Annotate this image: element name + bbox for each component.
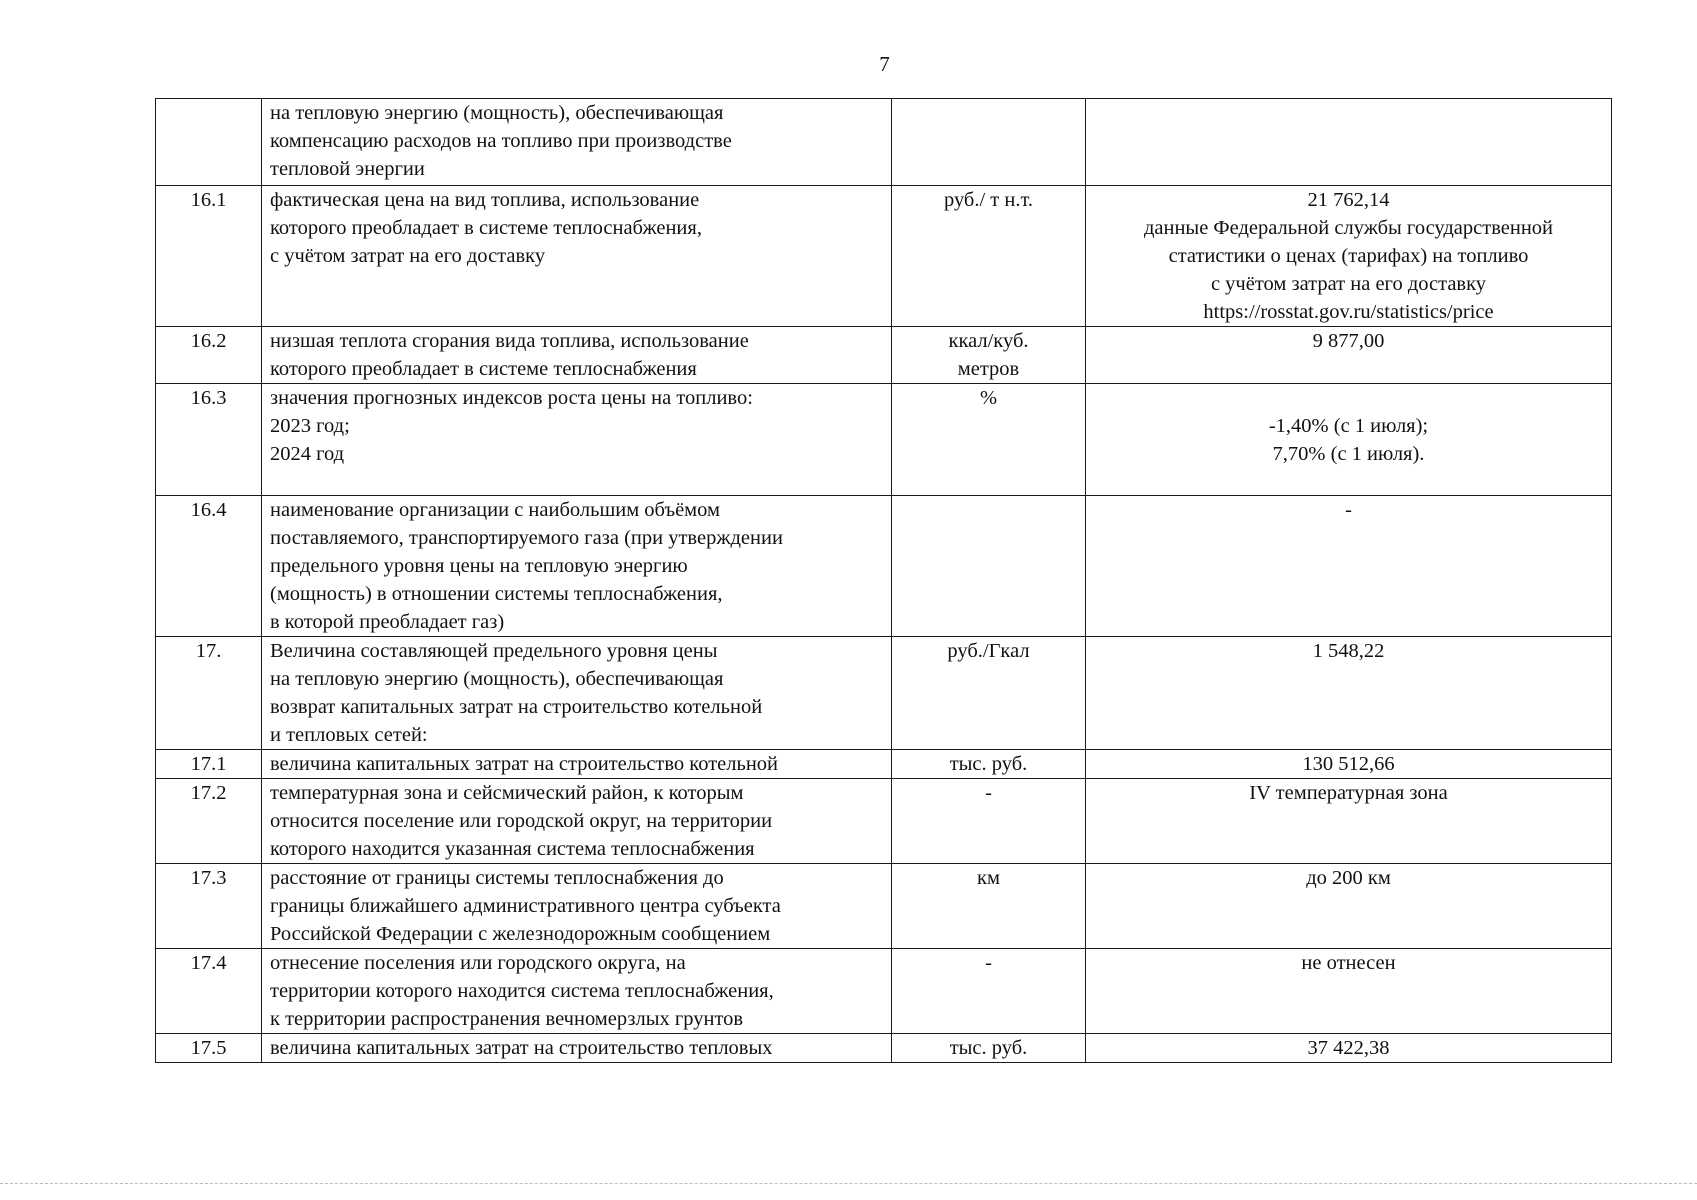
row-value-line: до 200 км	[1306, 867, 1391, 889]
row-description-line: величина капитальных затрат на строительство котельной	[270, 753, 779, 775]
row-description-line: Российской Федерации с железнодорожным сообщением	[270, 923, 771, 945]
scan-artifact-line	[0, 1183, 1697, 1184]
row-description	[262, 864, 892, 949]
row-value	[1086, 637, 1612, 750]
row-value	[1086, 99, 1612, 186]
row-number	[156, 384, 262, 496]
row-number	[156, 864, 262, 949]
row-description-line: на тепловую энергию (мощность), обеспечивающая	[270, 102, 724, 124]
row-number-text: 17.3	[190, 867, 227, 889]
table-row	[156, 779, 1612, 864]
row-description-line: предельного уровня цены на тепловую энергию	[270, 555, 688, 577]
row-description	[262, 779, 892, 864]
row-value	[1086, 384, 1612, 496]
row-description-line: с учётом затрат на его доставку	[270, 245, 546, 267]
row-description-line: территории которого находится система теплоснабжения,	[270, 980, 774, 1002]
table-row	[156, 496, 1612, 637]
row-value	[1086, 327, 1612, 384]
row-value-line: -1,40% (с 1 июля);	[1268, 415, 1429, 437]
row-number-text: 17.	[195, 640, 222, 662]
row-unit	[892, 864, 1086, 949]
row-value	[1086, 750, 1612, 779]
row-value-line: 9 877,00	[1312, 330, 1385, 352]
row-unit	[892, 637, 1086, 750]
page-number: 7	[879, 52, 890, 76]
row-description-line: границы ближайшего административного центра субъекта	[270, 895, 781, 917]
row-value	[1086, 186, 1612, 327]
row-value-line: статистики о ценах (тарифах) на топливо	[1168, 245, 1529, 267]
row-description-line: наименование организации с наибольшим объёмом	[270, 499, 720, 521]
row-unit-line: ккал/куб.	[948, 330, 1029, 352]
row-description	[262, 99, 892, 186]
row-description	[262, 1034, 892, 1063]
row-description-line: в которой преобладает газ)	[270, 611, 505, 633]
row-value	[1086, 496, 1612, 637]
row-number	[156, 1034, 262, 1063]
row-value-line: не отнесен	[1301, 952, 1396, 974]
row-value-line: 130 512,66	[1302, 753, 1395, 775]
row-description-line: поставляемого, транспортируемого газа (при утверждении	[270, 527, 783, 549]
row-description-line: которого преобладает в системе теплоснабжения	[270, 358, 697, 380]
row-number-text: 16.1	[190, 189, 227, 211]
table-row	[156, 750, 1612, 779]
row-value-line: 1 548,22	[1312, 640, 1385, 662]
row-description-line: относится поселение или городской округ, на территории	[270, 810, 773, 832]
row-unit-line: руб./Гкал	[947, 640, 1030, 662]
row-number	[156, 949, 262, 1034]
row-unit-line: %	[979, 387, 998, 409]
row-unit	[892, 99, 1086, 186]
row-unit	[892, 949, 1086, 1034]
row-number	[156, 750, 262, 779]
row-description-line: к территории распространения вечномерзлых грунтов	[270, 1008, 744, 1030]
row-description-line: и тепловых сетей:	[270, 724, 428, 746]
row-description-line: величина капитальных затрат на строительство тепловых	[270, 1037, 773, 1059]
row-description-line: температурная зона и сейсмический район, к которым	[270, 782, 744, 804]
row-value	[1086, 949, 1612, 1034]
row-number	[156, 779, 262, 864]
row-number	[156, 496, 262, 637]
row-number-text: 17.2	[190, 782, 227, 804]
table-row	[156, 99, 1612, 186]
row-number-text: 16.3	[190, 387, 227, 409]
row-description-line: тепловой энергии	[270, 158, 425, 180]
row-value-line: данные Федеральной службы государственной	[1143, 217, 1554, 239]
row-value-line: -	[1345, 499, 1352, 521]
row-description-line: фактическая цена на вид топлива, использование	[270, 189, 700, 211]
row-description-line: отнесение поселения или городского округа, на	[270, 952, 686, 974]
row-number-text: 17.1	[190, 753, 227, 775]
row-number-text: 16.2	[190, 330, 227, 352]
row-value-line	[1094, 384, 1603, 412]
row-unit	[892, 1034, 1086, 1063]
row-value-line: 37 422,38	[1307, 1037, 1390, 1059]
row-description-line: возврат капитальных затрат на строительство котельной	[270, 696, 763, 718]
row-unit	[892, 750, 1086, 779]
row-number	[156, 186, 262, 327]
row-unit-line: тыс. руб.	[949, 1037, 1028, 1059]
row-description-line: расстояние от границы системы теплоснабжения до	[270, 867, 724, 889]
row-description-line: низшая теплота сгорания вида топлива, использование	[270, 330, 749, 352]
row-unit	[892, 327, 1086, 384]
row-unit-line: км	[977, 867, 1000, 889]
row-description	[262, 637, 892, 750]
row-number	[156, 327, 262, 384]
row-description-line: которого находится указанная система теплоснабжения	[270, 838, 755, 860]
row-unit-line: метров	[957, 358, 1020, 380]
table-row	[156, 637, 1612, 750]
row-description-line: значения прогнозных индексов роста цены на топливо:	[270, 387, 753, 409]
table-row	[156, 864, 1612, 949]
table-row	[156, 186, 1612, 327]
row-value-line: https://rosstat.gov.ru/statistics/price	[1203, 301, 1494, 323]
table-row	[156, 384, 1612, 496]
row-number	[156, 637, 262, 750]
row-unit	[892, 496, 1086, 637]
row-description	[262, 327, 892, 384]
row-unit	[892, 186, 1086, 327]
row-unit-line: тыс. руб.	[949, 753, 1028, 775]
row-description-line: 2024 год	[270, 443, 345, 465]
table-row	[156, 1034, 1612, 1063]
table-row	[156, 327, 1612, 384]
row-value-line: 7,70% (с 1 июля).	[1272, 443, 1425, 465]
table-row	[156, 949, 1612, 1034]
row-description-line: (мощность) в отношении системы теплоснабжения,	[270, 583, 723, 605]
row-value	[1086, 864, 1612, 949]
row-unit	[892, 384, 1086, 496]
row-value-line: 21 762,14	[1307, 189, 1390, 211]
row-description-line: на тепловую энергию (мощность), обеспечивающая	[270, 668, 724, 690]
row-description	[262, 750, 892, 779]
row-description	[262, 186, 892, 327]
row-unit-line: -	[985, 782, 992, 804]
parameters-table	[155, 98, 1612, 1063]
row-unit	[892, 779, 1086, 864]
row-value	[1086, 779, 1612, 864]
row-description-line: Величина составляющей предельного уровня цены	[270, 640, 718, 662]
row-value-line: с учётом затрат на его доставку	[1210, 273, 1487, 295]
row-description	[262, 384, 892, 496]
row-value-line: IV температурная зона	[1249, 782, 1448, 804]
row-unit-line: -	[985, 952, 992, 974]
row-description-line: которого преобладает в системе теплоснабжения,	[270, 217, 702, 239]
row-description-line: компенсацию расходов на топливо при производстве	[270, 130, 732, 152]
row-value	[1086, 1034, 1612, 1063]
row-number-text: 17.5	[190, 1037, 227, 1059]
row-number-text: 17.4	[190, 952, 227, 974]
row-description	[262, 949, 892, 1034]
row-description-line: 2023 год;	[270, 415, 350, 437]
row-number	[156, 99, 262, 186]
row-number-text: 16.4	[190, 499, 227, 521]
row-description	[262, 496, 892, 637]
row-unit-line: руб./ т н.т.	[943, 189, 1034, 211]
